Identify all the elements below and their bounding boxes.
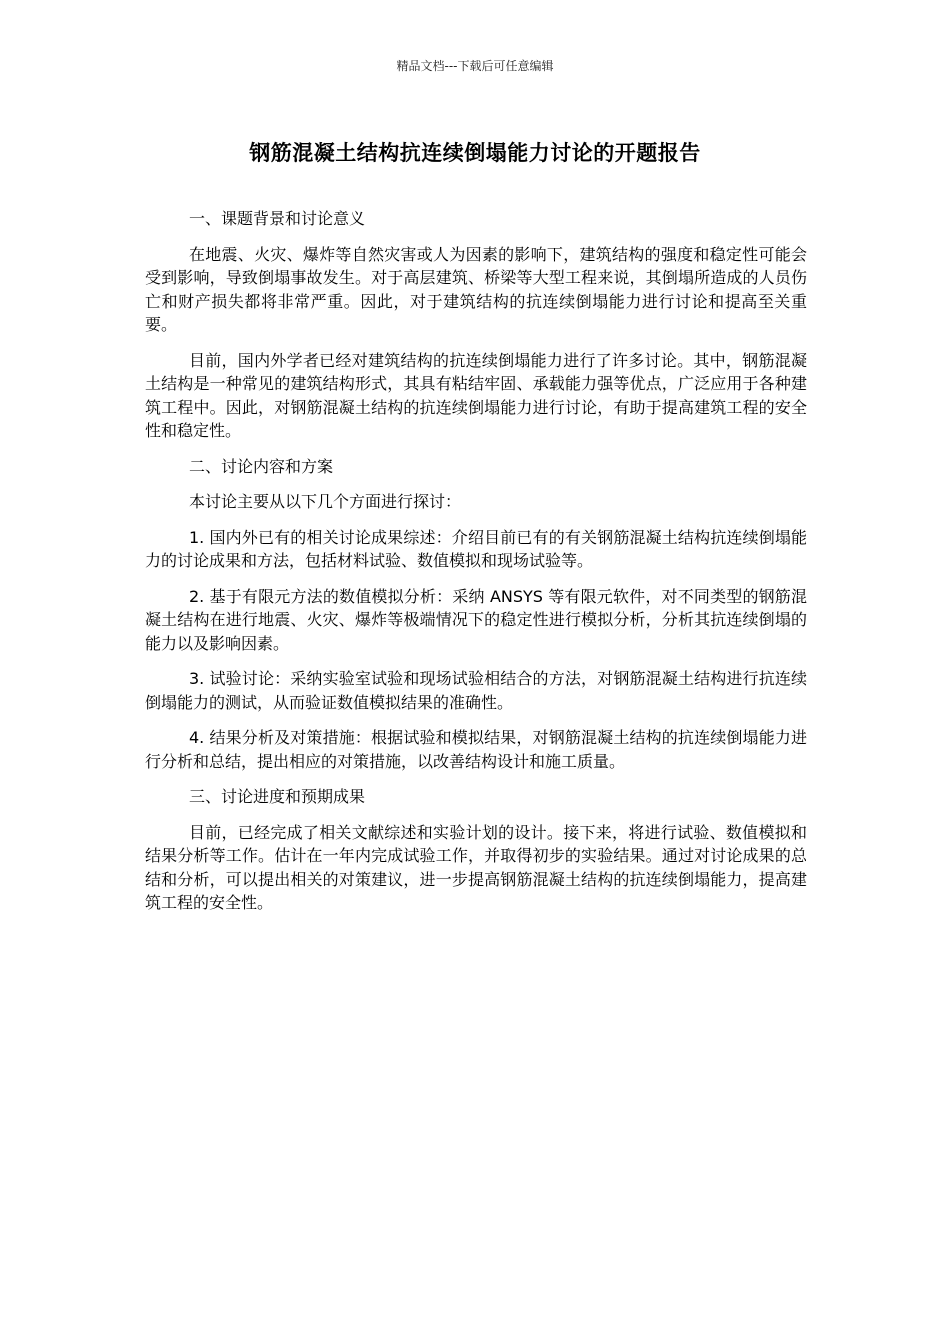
section-heading-background: 一、课题背景和讨论意义 (189, 209, 366, 228)
section-heading-content-plan: 二、讨论内容和方案 (189, 456, 334, 476)
paragraph-background-2: 目前，国内外学者已经对建筑结构的抗连续倒塌能力进行了许多讨论。其中，钢筋混凝土结构是一种常见的建筑结构形式，其具有粘结牢固、承载能力强等优点，广泛应用于各种建筑工程中。因此，对钢筋混凝土结构的抗连续倒塌能力进行讨论，有助于提高建筑工程的安全性和稳定性。 (145, 350, 807, 440)
paragraph-content-intro: 本讨论主要从以下几个方面进行探讨： (189, 492, 462, 511)
list-item-experiment: 3. 试验讨论：采纳实验室试验和现场试验相结合的方法，对钢筋混凝土结构进行抗连续倒塌能力的测试，从而验证数值模拟结果的准确性。 (145, 669, 807, 712)
list-item-numerical-simulation: 2. 基于有限元方法的数值模拟分析：采纳 ANSYS 等有限元软件，对不同类型的钢筋混凝土结构在进行地震、火灾、爆炸等极端情况下的稳定性进行模拟分析，分析其抗连续倒塌的能力以及影响因素。 (145, 586, 807, 653)
section-heading-progress: 三、讨论进度和预期成果 (189, 787, 366, 806)
document-title: 钢筋混凝土结构抗连续倒塌能力讨论的开题报告 (249, 141, 701, 165)
document-body (145, 207, 807, 927)
paragraph-background-1: 在地震、火灾、爆炸等自然灾害或人为因素的影响下，建筑结构的强度和稳定性可能会受到影响，导致倒塌事故发生。对于高层建筑、桥梁等大型工程来说，其倒塌所造成的人员伤亡和财产损失都将非常严重。因此，对于建筑结构的抗连续倒塌能力进行讨论和提高至关重要。 (145, 244, 807, 334)
list-item-literature-review: 1. 国内外已有的相关讨论成果综述：介绍目前已有的有关钢筋混凝土结构抗连续倒塌能力的讨论成果和方法，包括材料试验、数值模拟和现场试验等。 (145, 527, 807, 570)
paragraph-progress: 目前，已经完成了相关文献综述和实验计划的设计。接下来，将进行试验、数值模拟和结果分析等工作。估计在一年内完成试验工作，并取得初步的实验结果。通过对讨论成果的总结和分析，可以提出相关的对策建议，进一步提高钢筋混凝土结构的抗连续倒塌能力，提高建筑工程的安全性。 (145, 822, 807, 912)
header-note: 精品文档---下载后可任意编辑 (396, 59, 554, 73)
list-item-result-analysis: 4. 结果分析及对策措施：根据试验和模拟结果，对钢筋混凝土结构的抗连续倒塌能力进行分析和总结，提出相应的对策措施，以改善结构设计和施工质量。 (145, 728, 807, 771)
